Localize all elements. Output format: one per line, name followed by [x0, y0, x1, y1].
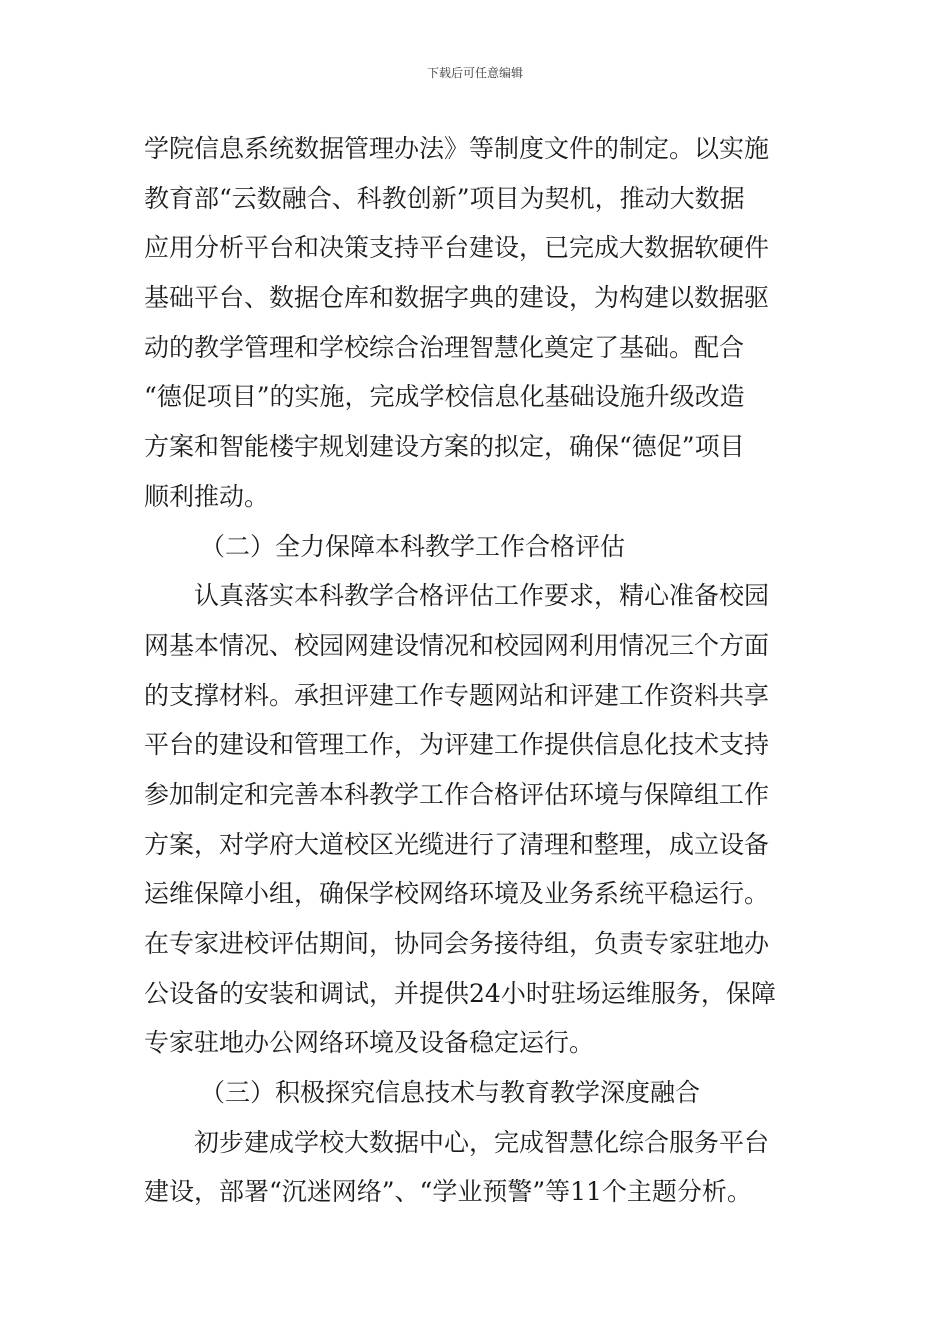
text-line: 方案和智能楼宇规划建设方案的拟定，确保“德促”项目: [144, 432, 745, 462]
text-line: 方案，对学府大道校区光缆进行了清理和整理，成立设备: [144, 829, 770, 859]
text-line: 教育部“云数融合、科教创新”项目为契机，推动大数据: [144, 183, 745, 213]
text-line: 顺利推动。: [144, 481, 270, 511]
text-line: 初步建成学校大数据中心，完成智慧化综合服务平台: [194, 1127, 770, 1157]
text-line: 基础平台、数据仓库和数据字典的建设，为构建以数据驱: [144, 283, 770, 313]
page-header: 下载后可任意编辑: [426, 66, 523, 80]
text-line: 公设备的安装和调试，并提供24小时驻场运维服务，保障: [144, 978, 776, 1008]
text-line: 在专家进校评估期间，协同会务接待组，负责专家驻地办: [144, 929, 770, 958]
paragraph-assessment: [144, 571, 844, 1068]
text-line: 动的教学管理和学校综合治理智慧化奠定了基础。配合: [144, 332, 745, 362]
text-line: 运维保障小组，确保学校网络环境及业务系统平稳运行。: [144, 879, 770, 909]
text-line: 学院信息系统数据管理办法》等制度文件的制定。以实施: [144, 134, 770, 163]
text-line: 认真落实本科教学合格评估工作要求，精心准备校园: [194, 581, 770, 611]
text-line: 平台的建设和管理工作，为评建工作提供信息化技术支持: [144, 730, 770, 760]
text-line: 专家驻地办公网络环境及设备稳定运行。: [144, 1028, 595, 1058]
paragraph-bigdata: [144, 1118, 844, 1217]
text-line: “德促项目”的实施，完成学校信息化基础设施升级改造: [144, 382, 745, 412]
text-line: 的支撑材料。承担评建工作专题网站和评建工作资料共享: [144, 680, 770, 710]
text-line: 应用分析平台和决策支持平台建设，已完成大数据软硬件: [144, 233, 770, 263]
text-line: 网基本情况、校园网建设情况和校园网利用情况三个方面: [144, 630, 770, 660]
paragraph-continuation: [144, 124, 844, 522]
section-heading-3: （三）积极探究信息技术与教育教学深度融合: [200, 1078, 701, 1108]
section-heading-2: （二）全力保障本科教学工作合格评估: [200, 531, 626, 561]
text-line: 建设，部署“沉迷网络”、“学业预警”等11个主题分析。: [144, 1177, 752, 1207]
document-body: [144, 124, 844, 1217]
text-line: 参加制定和完善本科教学工作合格评估环境与保障组工作: [144, 779, 770, 809]
